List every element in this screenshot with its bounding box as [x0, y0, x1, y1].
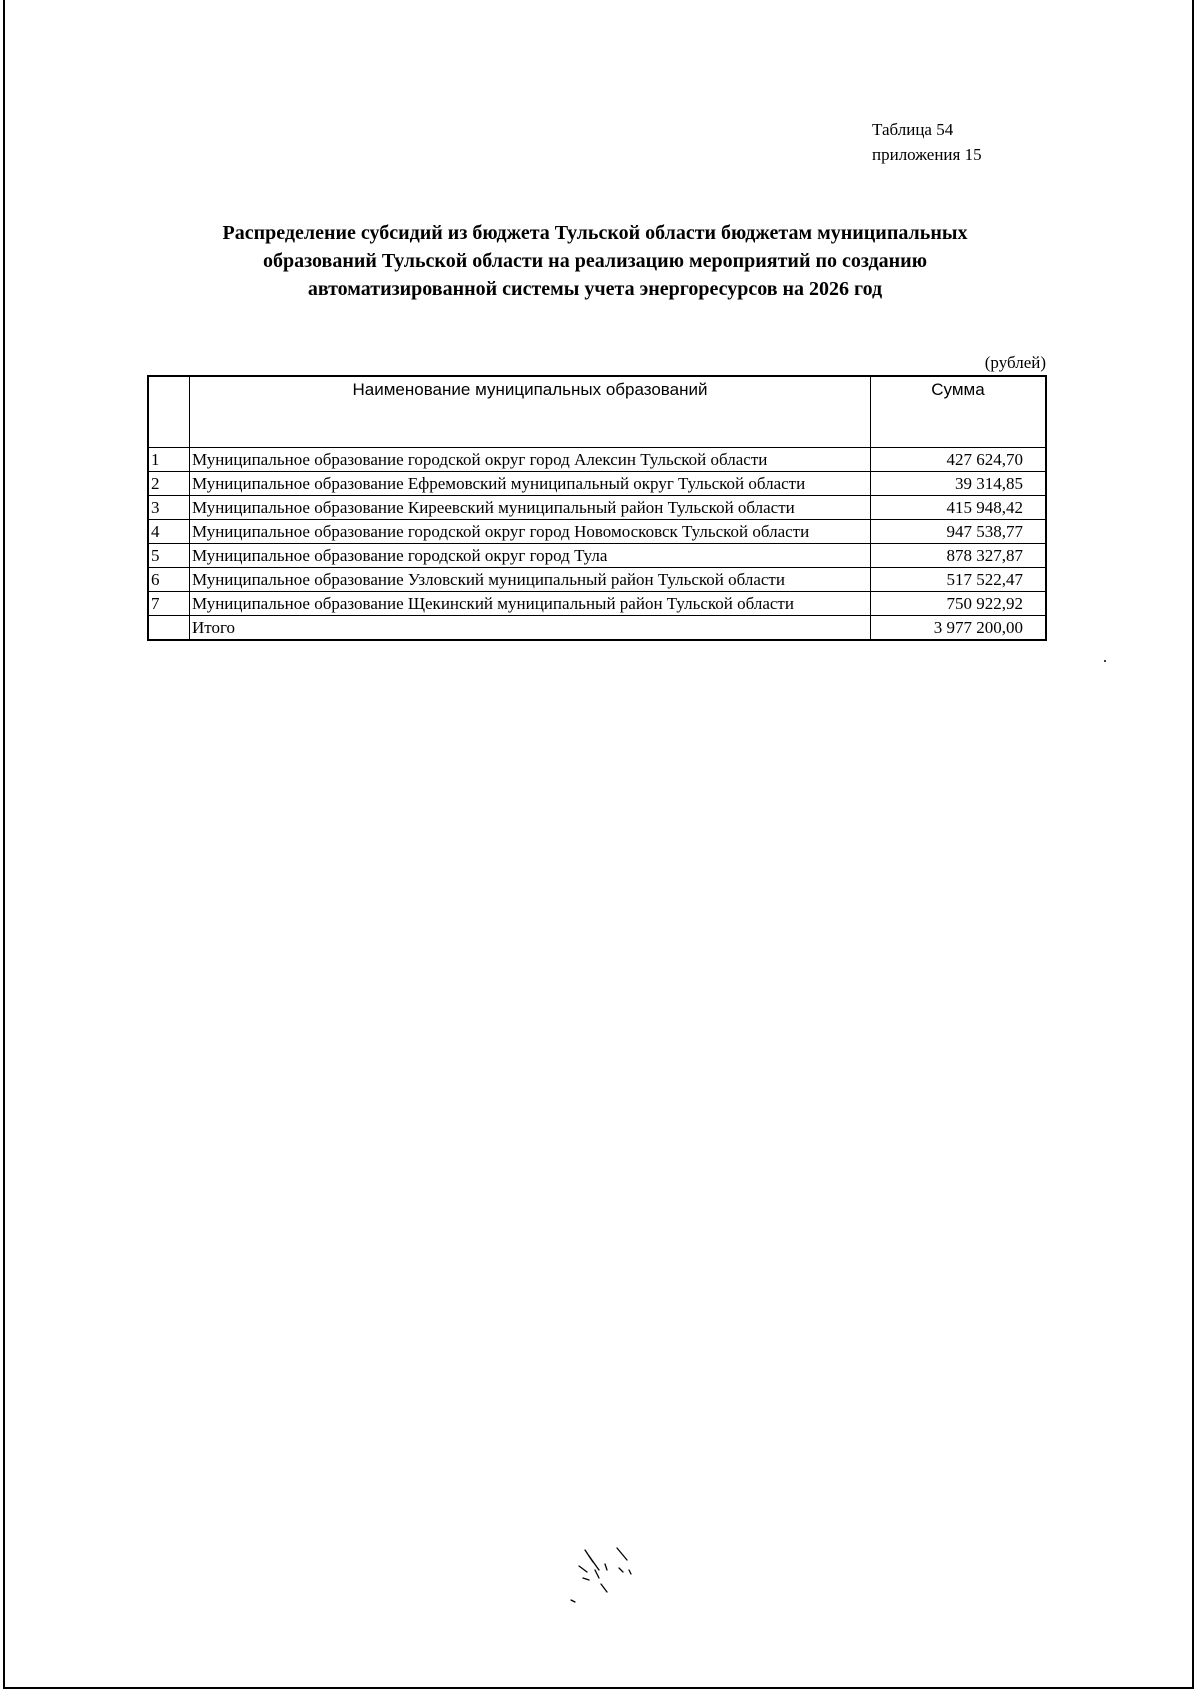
- title-line-3: автоматизированной системы учета энергоресурсов на 2026 год: [307, 278, 883, 300]
- row-name: Муниципальное образование Щекинский муниципальный район Тульской области: [190, 592, 871, 616]
- row-number: 7: [148, 592, 190, 616]
- total-sum: 3 977 200,00: [871, 616, 1047, 641]
- signature-mark: [565, 1540, 685, 1620]
- table-header-row: [148, 376, 1046, 448]
- row-sum: 517 522,47: [871, 568, 1047, 592]
- total-number: [148, 616, 190, 641]
- row-sum: 427 624,70: [871, 448, 1047, 472]
- subsidy-table: [147, 375, 1047, 641]
- header-sum: Сумма: [871, 376, 1047, 448]
- table-row: [148, 544, 1046, 568]
- row-name: Муниципальное образование Киреевский муниципальный район Тульской области: [190, 496, 871, 520]
- table-row: [148, 568, 1046, 592]
- row-number: 4: [148, 520, 190, 544]
- table-row: [148, 496, 1046, 520]
- scan-border-right: [1192, 0, 1194, 1689]
- row-number: 1: [148, 448, 190, 472]
- header-name: Наименование муниципальных образований: [190, 376, 871, 448]
- header-number: [148, 376, 190, 448]
- row-number: 2: [148, 472, 190, 496]
- table-reference: [872, 117, 982, 167]
- units-label: (рублей): [984, 353, 1046, 372]
- table-row: [148, 448, 1046, 472]
- row-name: Муниципальное образование городской округ город Тула: [190, 544, 871, 568]
- row-name: Муниципальное образование городской округ город Алексин Тульской области: [190, 448, 871, 472]
- scan-border-left: [3, 0, 5, 1689]
- title-line-1: Распределение субсидий из бюджета Тульской области бюджетам муниципальных: [222, 222, 968, 244]
- table-row: [148, 592, 1046, 616]
- title-line-2: образований Тульской области на реализацию мероприятий по созданию: [263, 250, 927, 272]
- row-sum: 750 922,92: [871, 592, 1047, 616]
- table-total-row: [148, 616, 1046, 641]
- row-name: Муниципальное образование Ефремовский муниципальный округ Тульской области: [190, 472, 871, 496]
- row-name: Муниципальное образование городской округ город Новомосковск Тульской области: [190, 520, 871, 544]
- table-number: Таблица 54: [872, 120, 954, 139]
- row-sum: 878 327,87: [871, 544, 1047, 568]
- row-number: 3: [148, 496, 190, 520]
- row-sum: 39 314,85: [871, 472, 1047, 496]
- appendix-number: приложения 15: [872, 145, 982, 164]
- document-title: [130, 219, 1060, 303]
- row-number: 6: [148, 568, 190, 592]
- scan-border-bottom: [3, 1687, 1194, 1689]
- total-label: Итого: [190, 616, 871, 641]
- scan-speck: [1104, 660, 1106, 662]
- row-name: Муниципальное образование Узловский муниципальный район Тульской области: [190, 568, 871, 592]
- table-row: [148, 520, 1046, 544]
- row-sum: 415 948,42: [871, 496, 1047, 520]
- row-sum: 947 538,77: [871, 520, 1047, 544]
- row-number: 5: [148, 544, 190, 568]
- table-row: [148, 472, 1046, 496]
